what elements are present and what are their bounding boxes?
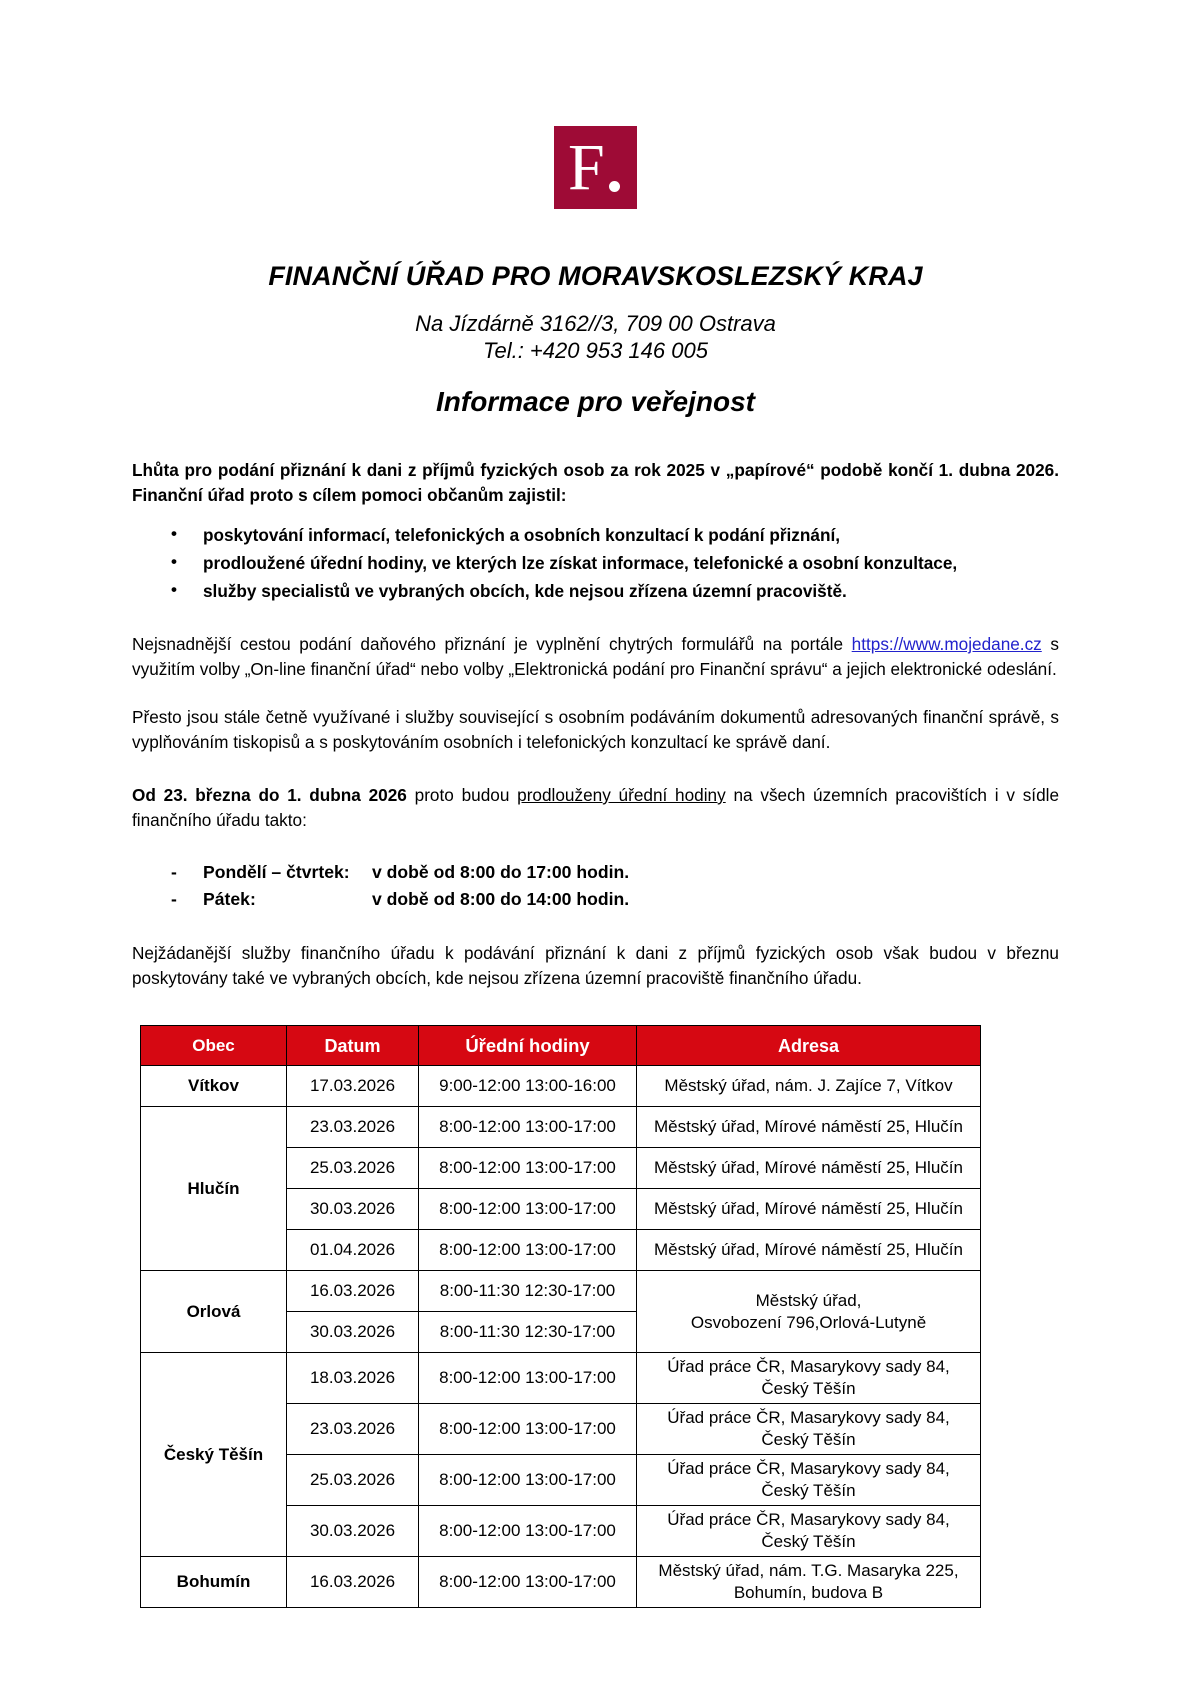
cell-uredni-hodiny: 8:00-12:00 13:00-17:00	[419, 1455, 637, 1506]
cell-datum: 17.03.2026	[287, 1066, 419, 1107]
logo-container	[132, 0, 1059, 209]
table-header-row	[141, 1026, 981, 1066]
cell-datum: 25.03.2026	[287, 1148, 419, 1189]
cell-datum: 23.03.2026	[287, 1404, 419, 1455]
cell-datum: 30.03.2026	[287, 1312, 419, 1353]
cell-adresa: Úřad práce ČR, Masarykovy sady 84, Český Těšín	[637, 1455, 981, 1506]
extended-hours-paragraph	[132, 783, 1059, 833]
cell-obec: Orlová	[141, 1271, 287, 1353]
cell-adresa: Městský úřad, Mírové náměstí 25, Hlučín	[637, 1230, 981, 1271]
portal-text-before: Nejsnadnější cestou podání daňového přiznání je vyplnění chytrých formulářů na portále	[132, 634, 852, 654]
cell-adresa: Úřad práce ČR, Masarykovy sady 84, Český Těšín	[637, 1506, 981, 1557]
cell-uredni-hodiny: 9:00-12:00 13:00-16:00	[419, 1066, 637, 1107]
cell-uredni-hodiny: 8:00-12:00 13:00-17:00	[419, 1353, 637, 1404]
cell-datum: 30.03.2026	[287, 1506, 419, 1557]
cell-adresa: Úřad práce ČR, Masarykovy sady 84, Český Těšín	[637, 1353, 981, 1404]
column-header-adresa: Adresa	[637, 1026, 981, 1066]
column-header-hodiny: Úřední hodiny	[419, 1026, 637, 1066]
cell-uredni-hodiny: 8:00-12:00 13:00-17:00	[419, 1506, 637, 1557]
cell-uredni-hodiny: 8:00-12:00 13:00-17:00	[419, 1404, 637, 1455]
opening-hours-list	[132, 859, 1059, 913]
schedule-table	[140, 1025, 981, 1608]
organization-address: Na Jízdárně 3162//3, 709 00 Ostrava	[415, 311, 776, 336]
schedule-table-container	[132, 1025, 1059, 1608]
cell-adresa: Městský úřad, nám. T.G. Masaryka 225, Bohumín, budova B	[637, 1557, 981, 1608]
cell-datum: 23.03.2026	[287, 1107, 419, 1148]
table-row	[141, 1557, 981, 1608]
extended-hours-underlined: prodlouženy úřední hodiny	[517, 785, 726, 805]
cell-datum: 01.04.2026	[287, 1230, 419, 1271]
cell-uredni-hodiny: 8:00-12:00 13:00-17:00	[419, 1230, 637, 1271]
hours-day-label: Pondělí – čtvrtek:	[203, 862, 350, 882]
table-body	[141, 1066, 981, 1608]
extended-hours-end: na všech územních pracovištích i v sídle finančního úřadu takto:	[132, 785, 1060, 830]
cell-datum: 30.03.2026	[287, 1189, 419, 1230]
table-row	[141, 1271, 981, 1312]
organization-phone: Tel.: +420 953 146 005	[483, 338, 708, 363]
table-header	[141, 1026, 981, 1066]
hours-row	[132, 886, 1059, 913]
table-row	[141, 1353, 981, 1404]
municipalities-paragraph: Nejžádanější služby finančního úřadu k podávání přiznání k dani z příjmů fyzických osob však budou v březnu poskytovány také ve vybraných obcích, kde nejsou zřízena územní pracoviště finančního úřadu.	[132, 943, 1059, 988]
portal-text-after: s využitím volby „On-line finanční úřad“ nebo volby „Elektronická podání pro Finanční správu“ a jejich elektronické odeslání.	[132, 634, 1059, 679]
mojedane-link[interactable]: https://www.mojedane.cz	[851, 634, 1042, 654]
cell-adresa: Městský úřad, Mírové náměstí 25, Hlučín	[637, 1107, 981, 1148]
hours-day-label: Pátek:	[203, 889, 256, 909]
cell-adresa: Městský úřad, Mírové náměstí 25, Hlučín	[637, 1189, 981, 1230]
cell-datum: 25.03.2026	[287, 1455, 419, 1506]
column-header-obec: Obec	[141, 1026, 287, 1066]
financial-administration-logo	[554, 126, 637, 209]
hours-time-value: v době od 8:00 do 17:00 hodin.	[372, 862, 630, 882]
services-bullet-list	[132, 522, 1059, 604]
logo-letter-f: F	[568, 131, 605, 204]
intro-paragraph: Lhůta pro podání přiznání k dani z příjmů fyzických osob za rok 2025 v „papírové“ podobě končí 1. dubna 2026. Finanční úřad proto s cílem pomoci občanům zajistil:	[132, 460, 1059, 505]
cell-adresa: Městský úřad, Osvobození 796,Orlová-Lutyně	[637, 1271, 981, 1353]
cell-obec: Hlučín	[141, 1107, 287, 1271]
cell-uredni-hodiny: 8:00-12:00 13:00-17:00	[419, 1189, 637, 1230]
cell-datum: 18.03.2026	[287, 1353, 419, 1404]
table-row	[141, 1107, 981, 1148]
extended-hours-date-range: Od 23. března do 1. dubna 2026	[132, 785, 407, 805]
cell-datum: 16.03.2026	[287, 1271, 419, 1312]
cell-adresa: Úřad práce ČR, Masarykovy sady 84, Český Těšín	[637, 1404, 981, 1455]
cell-uredni-hodiny: 8:00-12:00 13:00-17:00	[419, 1148, 637, 1189]
list-item: • poskytování informací, telefonických a osobních konzultací k podání přiznání,	[132, 522, 1059, 548]
cell-uredni-hodiny: 8:00-11:30 12:30-17:00	[419, 1312, 637, 1353]
cell-adresa: Městský úřad, Mírové náměstí 25, Hlučín	[637, 1148, 981, 1189]
personal-services-paragraph: Přesto jsou stále četně využívané i služby související s osobním podáváním dokumentů adresovaných finanční správě, s vyplňováním tiskopisů a s poskytováním osobních i telefonických konzultací ke správě daní.	[132, 707, 1059, 752]
cell-uredni-hodiny: 8:00-12:00 13:00-17:00	[419, 1107, 637, 1148]
hours-time-value: v době od 8:00 do 14:00 hodin.	[372, 889, 630, 909]
cell-obec: Vítkov	[141, 1066, 287, 1107]
page-title: Informace pro veřejnost	[436, 386, 755, 417]
cell-obec: Bohumín	[141, 1557, 287, 1608]
cell-uredni-hodiny: 8:00-12:00 13:00-17:00	[419, 1557, 637, 1608]
logo-dot-icon	[609, 181, 620, 192]
cell-datum: 16.03.2026	[287, 1557, 419, 1608]
table-row	[141, 1066, 981, 1107]
organization-name: FINANČNÍ ÚŘAD PRO MORAVSKOSLEZSKÝ KRAJ	[268, 261, 923, 291]
column-header-datum: Datum	[287, 1026, 419, 1066]
list-item: • prodloužené úřední hodiny, ve kterých lze získat informace, telefonické a osobní konzultace,	[132, 550, 1059, 576]
list-item: • služby specialistů ve vybraných obcích, kde nejsou zřízena územní pracoviště.	[132, 578, 1059, 604]
extended-hours-middle: proto budou	[406, 785, 518, 805]
cell-adresa: Městský úřad, nám. J. Zajíce 7, Vítkov	[637, 1066, 981, 1107]
cell-uredni-hodiny: 8:00-11:30 12:30-17:00	[419, 1271, 637, 1312]
portal-paragraph	[132, 632, 1059, 682]
cell-obec: Český Těšín	[141, 1353, 287, 1557]
hours-row	[132, 859, 1059, 886]
